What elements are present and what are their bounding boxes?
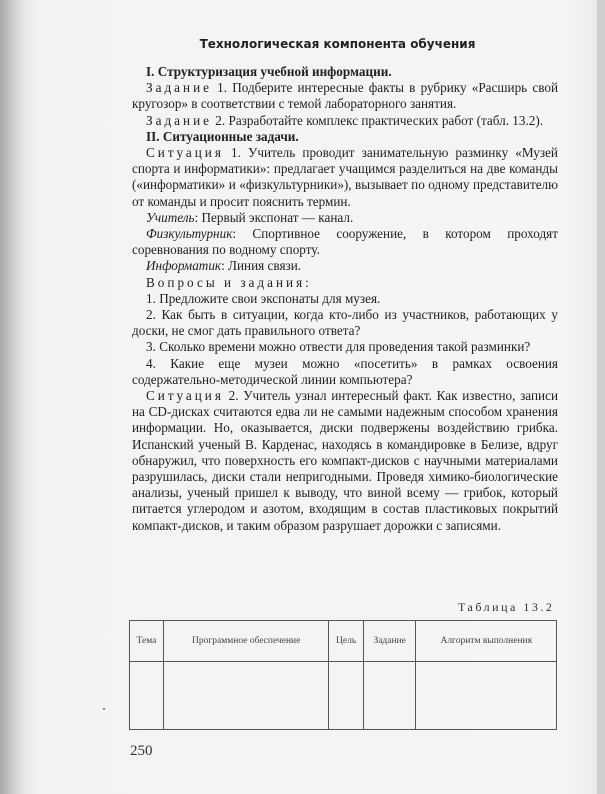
table-cell bbox=[416, 662, 557, 730]
paragraph bbox=[132, 339, 558, 355]
paragraph-text: 4. Какие еще музеи можно «посетить» в рамках освоения содержательно-методической линии компьютера? bbox=[132, 355, 558, 387]
paragraph bbox=[132, 210, 558, 226]
paragraph bbox=[132, 129, 558, 145]
scan-speck bbox=[103, 708, 105, 710]
paragraph bbox=[132, 145, 558, 210]
paragraph bbox=[132, 275, 558, 291]
page-number: 250 bbox=[130, 743, 153, 759]
paragraph-text: 2. Учитель узнал интересный факт. Как известно, записи на CD-дисках считаются едва ли не самыми надежным способом хранения информации. Но, оказывается, диски подвержены воздействию грибка. Испанский ученый В. Карденас, находясь в командировке в Белизе, вдруг обнаружил, что поверхность его компакт-дисков с научными материалами разрушилась, диски стали непригодными. Проведя химико-биологические анализы, ученый пришел к выводу, что виной всему — грибок, который питается углеродом и азотом, входящим в состав пластиковых покрытий компакт-дисков, и таким образом разрушает дорожки с записями. bbox=[132, 388, 558, 533]
page-binding-shadow bbox=[0, 0, 26, 794]
paragraph bbox=[132, 113, 558, 129]
speaker-name: Учитель bbox=[146, 209, 195, 225]
table-header-row bbox=[130, 621, 557, 662]
paragraph-text: : Спортивное сооружение, в котором проходят соревнования по водному спорту. bbox=[132, 226, 558, 258]
paragraph-text: 3. Сколько времени можно отвести для проведения такой разминки? bbox=[146, 339, 531, 355]
paragraph-text: 2. Разработайте комплекс практических работ (табл. 13.2). bbox=[212, 112, 544, 128]
table-header-cell: Алгоритм выполнения bbox=[416, 621, 557, 662]
spaced-lead: Ситуация bbox=[146, 145, 224, 161]
paragraph bbox=[132, 388, 558, 534]
table-header-cell: Тема bbox=[130, 621, 164, 662]
paragraph bbox=[132, 307, 558, 339]
spaced-lead: Задание bbox=[146, 80, 212, 96]
table-header-cell: Цель bbox=[329, 621, 363, 662]
paragraph-text: : bbox=[305, 274, 309, 290]
paragraph bbox=[132, 80, 558, 112]
page-edge-shadow bbox=[597, 0, 605, 794]
table-cell bbox=[363, 662, 416, 730]
paragraph-text: : Первый экспонат — канал. bbox=[194, 209, 354, 225]
paragraph-text: 1. Подберите интересные факты в рубрику «Расширь свой кругозор» в соответствии с темой лабораторного занятия. bbox=[132, 80, 558, 112]
paragraph-text: 2. Как быть в ситуации, когда кто-либо из участников, работающих у доски, не смог дать правильного ответа? bbox=[132, 307, 558, 339]
paragraph-text: 1. Предложите свои экспонаты для музея. bbox=[146, 290, 381, 306]
paragraph bbox=[132, 258, 558, 274]
table-row bbox=[130, 662, 557, 730]
table-caption: Таблица 13.2 bbox=[458, 600, 555, 614]
spaced-lead: Ситуация bbox=[146, 388, 224, 404]
paragraph-text: I. Структуризация учебной информации. bbox=[146, 64, 392, 79]
paragraph-text: : Линия связи. bbox=[221, 258, 302, 274]
speaker-name: Физкультурник bbox=[146, 226, 233, 242]
paragraph-text: 1. Учитель проводит занимательную разминку «Музей спорта и информатики»: предлагает учащимся разделиться на две команды («информатики» и «физкультурники»), вызывает по одному представителю от команды и просит пояснить термин. bbox=[132, 145, 558, 209]
spaced-lead: Задание bbox=[146, 112, 212, 128]
table-header-cell: Программное обеспечение bbox=[163, 621, 329, 662]
table-cell bbox=[329, 662, 363, 730]
paragraph bbox=[132, 226, 558, 258]
paragraph bbox=[132, 64, 558, 80]
running-header: Технологическая компонента обучения bbox=[199, 37, 476, 51]
paragraph bbox=[132, 356, 558, 388]
table-cell bbox=[163, 662, 329, 730]
table-cell bbox=[130, 662, 164, 730]
practical-works-table bbox=[129, 620, 557, 730]
paragraph-text: II. Ситуационные задачи. bbox=[146, 128, 299, 144]
paragraph bbox=[132, 291, 558, 307]
speaker-name: Информатик bbox=[146, 258, 222, 274]
table-header-cell: Задание bbox=[363, 621, 416, 662]
body-text bbox=[132, 64, 558, 534]
spaced-lead: Вопросы и задания bbox=[146, 274, 306, 290]
